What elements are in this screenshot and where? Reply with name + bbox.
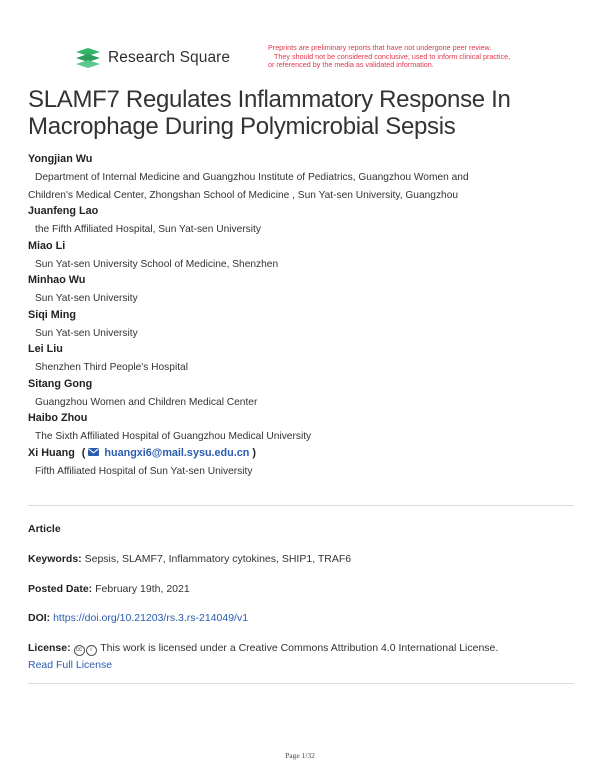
divider	[28, 683, 574, 684]
posted-date-value: February 19th, 2021	[95, 583, 190, 595]
author-name: Lei Liu	[28, 343, 63, 355]
article-type-label: Article	[28, 523, 61, 535]
author-affiliation: Sun Yat-sen University	[35, 293, 138, 304]
paper-title	[28, 86, 578, 140]
corresponding-author	[28, 446, 578, 481]
doi	[28, 612, 248, 624]
author-entry	[28, 342, 578, 377]
author-affiliation: Sun Yat-sen University School of Medicine, Shenzhen	[35, 258, 279, 270]
research-square-logo-icon	[74, 48, 102, 68]
author-affiliation: Department of Internal Medicine and Guangzhou Institute of Pediatrics, Guangzhou Women and	[35, 172, 469, 183]
paper-title-line: Macrophage During Polymicrobial Sepsis	[28, 113, 456, 140]
author-entry	[28, 152, 578, 204]
preprint-disclaimer-line: Preprints are preliminary reports that have not undergone peer review.	[268, 43, 492, 52]
paper-title-line: SLAMF7 Regulates Inflammatory Response In	[28, 86, 511, 113]
license-text: This work is licensed under a Creative Commons Attribution 4.0 International License.	[100, 642, 499, 654]
mail-icon	[88, 448, 99, 456]
author-entry	[28, 308, 578, 343]
corresponding-author-name-line	[28, 446, 578, 463]
preprint-disclaimer	[268, 44, 538, 70]
author-affiliation: Sun Yat-sen University	[35, 327, 138, 339]
corresponding-email-link[interactable]: huangxi6@mail.sysu.edu.cn	[104, 446, 250, 459]
author-affiliation: the Fifth Affiliated Hospital, Sun Yat-sen University	[35, 224, 261, 235]
author-name: Haibo Zhou	[28, 412, 88, 424]
keywords	[28, 553, 351, 565]
logo-wordmark	[108, 49, 230, 67]
read-full-license-link[interactable]: Read Full License	[28, 659, 113, 671]
keywords-label: Keywords:	[28, 553, 82, 565]
close-paren: )	[252, 446, 256, 459]
logo-word-research: Research	[108, 49, 176, 66]
author-name: Sitang Gong	[28, 377, 93, 390]
attribution-icon: i	[86, 645, 97, 656]
author-entry	[28, 273, 578, 308]
posted-date-label: Posted Date:	[28, 583, 93, 595]
license-label: License:	[28, 642, 71, 654]
author-entry	[28, 239, 578, 274]
divider	[28, 505, 574, 506]
author-affiliation: Shenzhen Third People's Hospital	[35, 362, 188, 373]
author-name: Yongjian Wu	[28, 153, 93, 165]
author-entry	[28, 204, 578, 239]
logo-word-square: Square	[179, 49, 231, 66]
author-list	[28, 152, 578, 480]
keywords-value: Sepsis, SLAMF7, Inflammatory cytokines, SHIP1, TRAF6	[84, 553, 352, 565]
author-affiliation: Fifth Affiliated Hospital of Sun Yat-sen University	[35, 465, 253, 477]
author-affiliation: Guangzhou Women and Children Medical Center	[35, 396, 258, 408]
author-name: Juanfeng Lao	[28, 205, 99, 217]
page-number: Page 1/32	[285, 751, 315, 760]
preprint-disclaimer-line: They should not be considered conclusive, used to inform clinical practice,	[274, 51, 511, 61]
author-name: Miao Li	[28, 239, 66, 252]
author-affiliation: The Sixth Affiliated Hospital of Guangzhou Medical University	[35, 431, 312, 442]
author-affiliation: Children's Medical Center, Zhongshan School of Medicine , Sun Yat-sen University, Guangzhou	[28, 189, 459, 201]
doi-link[interactable]: https://doi.org/10.21203/rs.3.rs-214049/v1	[53, 612, 249, 624]
doi-label: DOI:	[28, 612, 51, 624]
article-type	[28, 523, 61, 535]
research-square-logo[interactable]	[74, 48, 230, 68]
license-link-row	[28, 659, 112, 671]
author-name: Minhao Wu	[28, 274, 86, 286]
author-entry	[28, 411, 578, 446]
creative-commons-icon: cc	[74, 645, 85, 656]
author-name: Siqi Ming	[28, 308, 76, 321]
preprint-disclaimer-line: or referenced by the media as validated information.	[268, 60, 434, 70]
license	[28, 642, 498, 656]
author-name: Xi Huang	[28, 446, 75, 459]
open-paren: (	[81, 446, 86, 459]
author-entry	[28, 377, 578, 412]
posted-date	[28, 583, 190, 595]
